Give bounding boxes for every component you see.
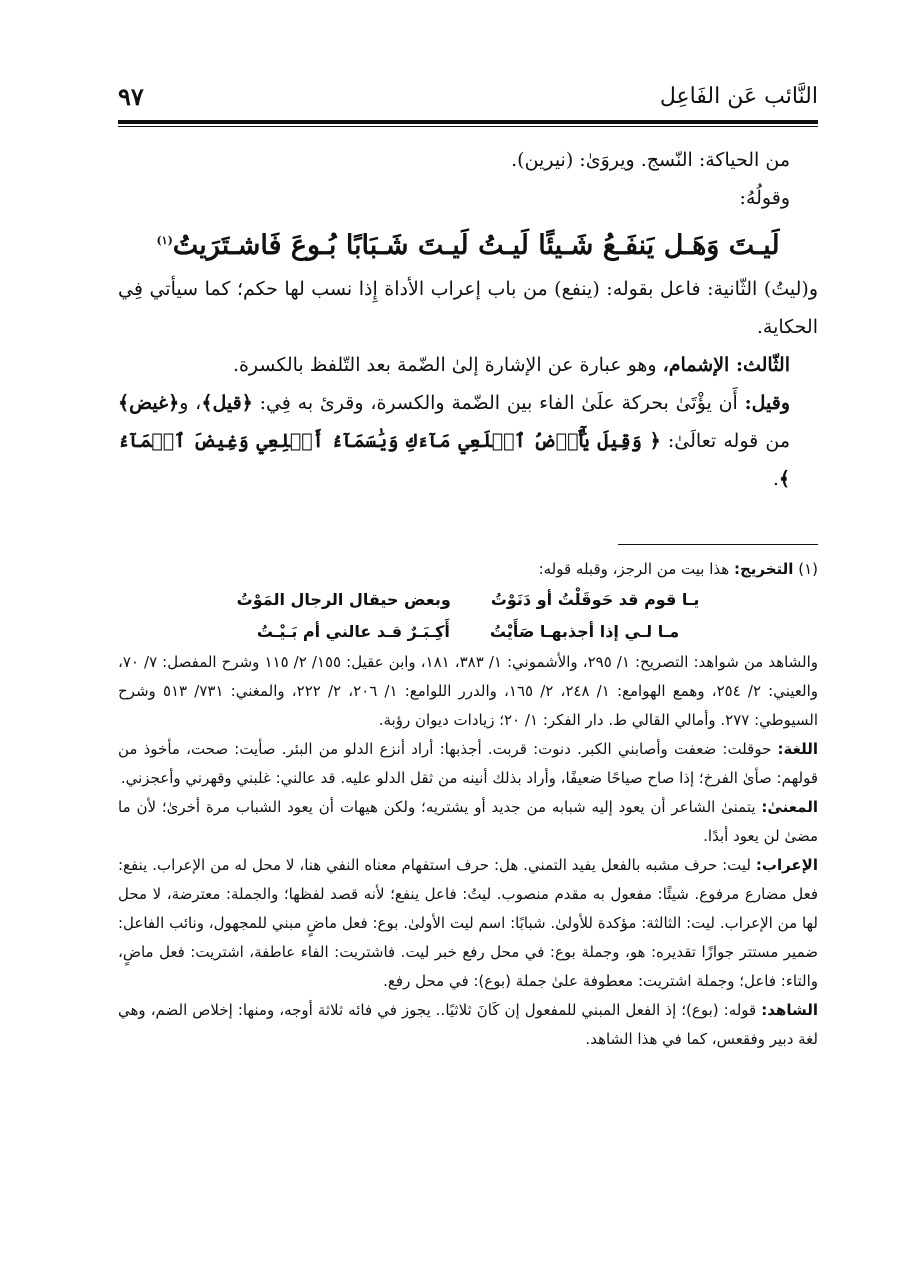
footnote-takhrij	[118, 555, 818, 584]
header-rule-thick	[118, 120, 818, 124]
book-page	[118, 80, 818, 1230]
footnote-ref[interactable]: (١)	[156, 234, 173, 247]
main-text	[118, 141, 818, 498]
conjunction: ، و	[179, 392, 202, 414]
paragraph-text: أَن يؤْتَىٰ بحركة علَىٰ الفاء بين الضّمة والكسرة، وقرئ به فِي:	[252, 392, 745, 414]
poetry-verse	[118, 217, 818, 270]
footnote-text: ليت: حرف مشبه بالفعل يفيد التمني. هل: حرف استفهام معناه النفي هنا، لا محل له من الإعراب. ينفع: فعل مضارع مرفوع. شيئًا: مفعول به مقدم منصوب. ليتُ: فاعل ينفع؛ لأنه قصد لفظها؛ والجملة: معترضة، لا محل لها من الإعراب. ليت: الثالثة: مؤكدة للأولىٰ. شبابًا: اسم ليت الأولىٰ. بوع: فعل ماضٍ مبني للمجهول، ونائب الفاعل: ضمير مستتر جوازًا تقديره: هو، وجملة بوع: في محل رفع خبر ليت. فاشتريت: الفاء عاطفة، اشتريت: فعل ماضٍ، والتاء: فاعل؛ وجملة اشتريت: معطوفة علىٰ جملة (بوع): في محل رفع.	[118, 856, 818, 990]
footnote-text: حوقلت: ضعفت وأصابني الكبر. دنوت: قربت. أجذبها: أراد أنزع الدلو من البئر. صأيت: صحت، مأخوذ من قولهم: صأىٰ الفرخ؛ إذا صاح صياحًا ضعيفًا، وأراد بذلك أنينه من ثقل الدلو عليه. قد عالني: غلبني وقهرني وأعجزني.	[118, 740, 818, 787]
footnote-text: يتمنىٰ الشاعر أن يعود إليه شبابه من جديد أو يشتريه؛ ولكن هيهات أن يعود الشباب مرة أخرىٰ؛ لأن ما مضىٰ لن يعود أبدًا.	[118, 798, 818, 845]
footnote-label: اللغة:	[777, 740, 818, 758]
paragraph-text: وهو عبارة عن الإشارة إلىٰ الضّمة بعد التّلفظ بالكسرة.	[232, 354, 663, 376]
footnote-verse	[118, 616, 818, 648]
paragraph-text: من قوله تعالَىٰ:	[660, 430, 791, 452]
footnote-verse	[118, 584, 818, 616]
paragraph	[118, 384, 818, 498]
footnote-irab	[118, 851, 818, 996]
page-header	[118, 80, 818, 118]
paragraph: و(ليتُ) الثّانية: فاعل بقوله: (ينفع) من باب إعراب الأداة إِذا نسب لها حكم؛ كما سيأتي فِي الحكاية.	[118, 278, 818, 338]
footnote-number: (١)	[798, 560, 818, 578]
text-line: وقولُهُ:	[739, 187, 790, 209]
quran-word: ﴿قيل﴾	[201, 392, 253, 414]
verse-hemistich: أَكِـبَـرٌ قـد عالني أم بَـيْـتُ	[256, 622, 450, 641]
verse-hemistich: مـا لـي إذا أجذبهـا صَأَيْتُ	[489, 622, 680, 641]
footnote-label: التخريج:	[733, 560, 794, 578]
verse-text: لَيـتَ وَهَـل يَنفَـعُ شَـيئًا لَيـتُ لَيـتَ شَـبَابًا بُـوعَ فَاشـتَرَيتُ	[172, 230, 780, 261]
paragraph	[118, 346, 818, 384]
footnote-text: قوله: (بوع)؛ إذ الفعل المبني للمفعول إن كَانَ ثلاثيًا.. يجوز في فائه ثلاثة أوجه، ومنها: إخلاص الضم، وهي لغة دبير وفقعس، كما في هذا الشاهد.	[118, 1001, 818, 1048]
section-label: الثّالث: الإشمام،	[662, 354, 790, 376]
verse-hemistich: يـا قوم قد حَوقَلْتُ أو دَنَوْتُ	[490, 590, 700, 609]
text-line: من الحياكة: النّسج. ويروَىٰ: (نيرين).	[511, 149, 790, 171]
footnote-text: هذا بيت من الرجز، وقبله قوله:	[538, 560, 734, 578]
quran-word: ﴿غيض﴾	[118, 392, 180, 414]
page-number: ٩٧	[118, 82, 144, 111]
footnote-label: المعنىٰ:	[761, 798, 818, 816]
footnote-shahid	[118, 996, 818, 1054]
verse-hemistich: وبعض حيقال الرجال المَوْتُ	[236, 590, 451, 609]
footnote-lugha	[118, 735, 818, 793]
header-rule-thin	[118, 126, 818, 127]
footnote-label: الشاهد:	[761, 1001, 818, 1019]
footnote-maana	[118, 793, 818, 851]
footnote-shawahid: والشاهد من شواهد: التصريح: ١/ ٢٩٥، والأشموني: ١/ ٣٨٣، ١٨١، وابن عقيل: ١٥٥/ ٢/ ١١٥ وشرح المفصل: ٧/ ٧٠، والعيني: ٢/ ٢٥٤، وهمع الهوامع: ١/ ٢٤٨، ٢/ ١٦٥، والدرر اللوامع: ١/ ٢٠٦، ٢/ ٢٢٢، والمغني: ٧٣١/ ٥١٣ وشرح السيوطي: ٢٧٧. وأمالي القالي ط. دار الفكر: ١/ ٢٠؛ زيادات ديوان رؤبة.	[118, 653, 819, 729]
quran-verse: ﴿ وَقِيلَ يَٰٓأَرۡضُ ٱبۡلَعِي مَآءَكِ وَيَٰسَمَآءُ أَقۡلِعِي وَغِيضَ ٱلۡمَآءُ ﴾	[118, 430, 790, 490]
section-label: وقيل:	[744, 392, 790, 414]
footnote-label: الإعراب:	[755, 856, 818, 874]
footnotes	[118, 555, 818, 1054]
footnote-separator	[618, 544, 818, 545]
period: .	[772, 468, 779, 490]
chapter-title: النَّائب عَن الفَاعِل	[659, 84, 818, 109]
